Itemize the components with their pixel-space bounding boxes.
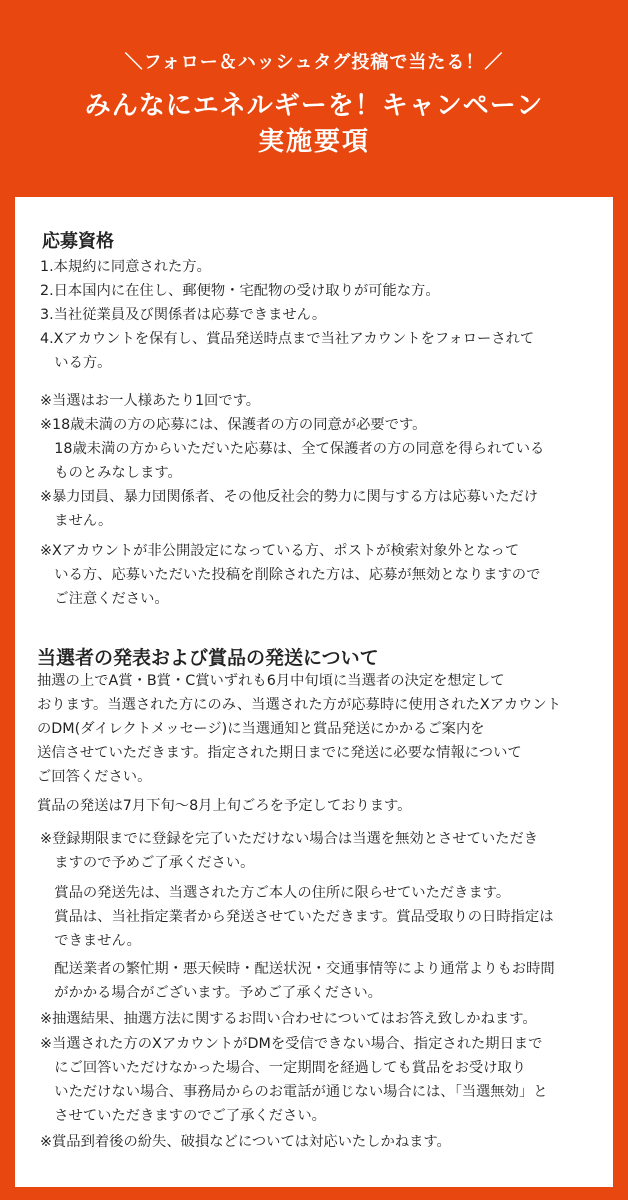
eligibility-note: ※当選はお一人様あたり1回です。 [40,393,261,409]
announcement-note: ※当選された方のXアカウントがDMを受信できない場合、指定された期日まで [40,1036,543,1052]
eligibility-note: ※18歳未満の方の応募には、保護者の方の同意が必要です。 [40,417,427,433]
campaign-subtitle: 実施要項 [257,127,370,157]
eligibility-note: いる方、応募いただいた投稿を削除された方は、応募が無効となりますので [40,567,541,583]
announcement-note: 賞品の発送先は、当選された方ご本人の住所に限らせていただきます。 [40,885,511,901]
eligibility-item: 4.Xアカウントを保有し、賞品発送時点まで当社アカウントをフォローされて [40,331,535,347]
eligibility-heading: 応募資格 [42,231,114,252]
announcement-note: 配送業者の繁忙期・悪天候時・配送状況・交通事情等により通常よりもお時間 [40,961,555,977]
announcement-body-line: おります。当選された方にのみ、当選された方が応募時に使用されたXアカウント [37,697,562,713]
announcement-body-line: 抽選の上でA賞・B賞・C賞いずれも6月中旬頃に当選者の決定を想定して [37,673,505,689]
eligibility-item: 3.当社従業員及び関係者は応募できません。 [40,307,327,323]
eligibility-note: ません。 [40,513,113,529]
announcement-note: ※賞品到着後の紛失、破損などについては対応いたしかねます。 [40,1134,451,1150]
announcement-note: ますので予めご了承ください。 [40,855,255,871]
announcement-note: ※登録期限までに登録を完了いただけない場合は当選を無効とさせていただき [40,831,539,847]
announcement-note: にご回答いただけなかった場合、一定期間を経過しても賞品をお受け取り [40,1060,527,1076]
campaign-header [0,0,628,195]
announcement-body-line: 賞品の発送は7月下旬〜8月上旬ごろを予定しております。 [37,798,412,814]
announcement-note: させていただきますのでご了承ください。 [40,1108,326,1124]
eligibility-item: いる方。 [40,355,112,371]
eligibility-note: ※暴力団員、暴力団関係者、その他反社会的勢力に関与する方は応募いただけ [40,489,539,505]
campaign-title: みんなにエネルギーを！キャンペーン [84,91,544,121]
eligibility-note: ものとみなします。 [40,465,182,481]
announcement-note: 賞品は、当社指定業者から発送させていただきます。賞品受取りの日時指定は [40,909,554,925]
eligibility-note: ※Xアカウントが非公開設定になっている方、ポストが検索対象外となって [40,543,520,559]
eligibility-note: ご注意ください。 [40,591,169,607]
announcement-note: いただけない場合、事務局からのお電話が通じない場合には、「当選無効」と [40,1084,548,1100]
announcement-heading: 当選者の発表および賞品の発送について [37,647,379,669]
eligibility-item: 2.日本国内に在住し、郵便物・宅配物の受け取りが可能な方。 [40,283,440,299]
announcement-body-line: ご回答ください。 [37,769,152,785]
announcement-note: できません。 [40,933,141,949]
announcement-note: がかかる場合がございます。予めご了承ください。 [40,985,382,1001]
eligibility-note: 18歳未満の方からいただいた応募は、全て保護者の方の同意を得られている [40,441,545,457]
terms-card [15,197,613,1187]
campaign-tagline: ＼フォロー＆ハッシュタグ投稿で当たる！／ [124,52,504,73]
announcement-body-line: のDM(ダイレクトメッセージ)に当選通知と賞品発送にかかるご案内を [37,721,485,737]
announcement-note: ※抽選結果、抽選方法に関するお問い合わせについてはお答え致しかねます。 [40,1011,537,1027]
announcement-body-line: 送信させていただきます。指定された期日までに発送に必要な情報について [37,745,522,761]
eligibility-item: 1.本規約に同意された方。 [40,259,211,275]
